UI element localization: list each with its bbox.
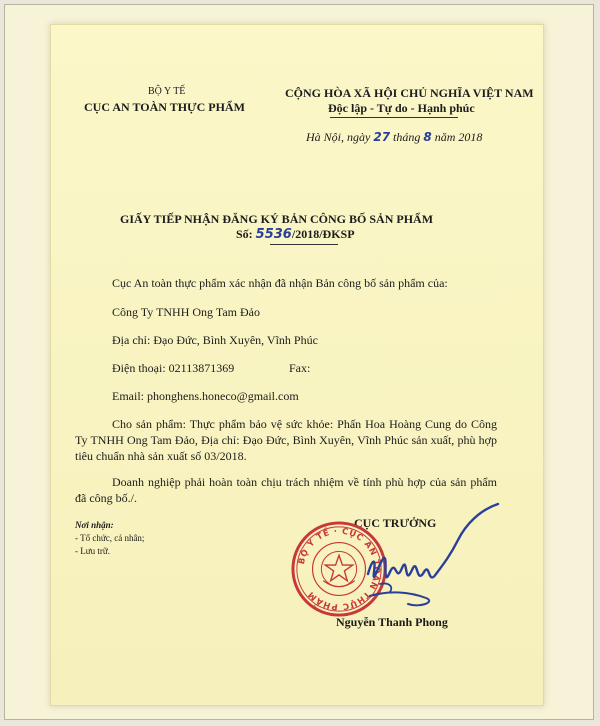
company-address: Địa chỉ: Đạo Đức, Bình Xuyên, Vĩnh Phúc: [112, 333, 318, 347]
document-number: [236, 227, 355, 242]
responsibility-paragraph: Doanh nghiệp phải hoàn toàn chịu trách nhiệm về tính phù hợp của sản phẩm đã công bố./.: [75, 475, 497, 505]
signer-name: Nguyễn Thanh Phong: [336, 615, 448, 629]
national-motto: Độc lập - Tự do - Hạnh phúc: [328, 101, 475, 115]
ministry-name: BỘ Y TẾ: [148, 86, 186, 97]
recipient-item: - Tổ chức, cá nhân;: [75, 533, 145, 543]
motto-underline: [330, 117, 458, 118]
company-phone: Điện thoại: 02113871369: [112, 361, 235, 375]
handwritten-signature: [350, 500, 510, 620]
issue-date: [306, 130, 482, 145]
date-month: 8: [423, 130, 432, 144]
date-month-label: tháng: [393, 130, 421, 144]
number-suffix: /2018/ĐKSP: [291, 227, 355, 241]
company-fax: Fax:: [289, 361, 311, 375]
product-paragraph: Cho sản phẩm: Thực phẩm bảo vệ sức khỏe: Phấn Hoa Hoàng Cung do Công Ty TNHH Ong Tam Đảo, Địa chỉ: Đạo Đức, Bình Xuyên, Vĩnh Phúc sản xuất, phù hợp tiêu chuẩn nhà sản xuất số 03/2018.: [75, 417, 497, 463]
company-name: Công Ty TNHH Ong Tam Đảo: [112, 305, 260, 319]
number-value: 5536: [255, 227, 292, 242]
national-title: CỘNG HÒA XÃ HỘI CHỦ NGHĨA VIỆT NAM: [285, 86, 534, 100]
document-title: GIẤY TIẾP NHẬN ĐĂNG KÝ BẢN CÔNG BỐ SẢN PHẨM: [120, 212, 434, 226]
company-email: Email: phonghens.honeco@gmail.com: [112, 389, 299, 403]
intro-text: Cục An toàn thực phẩm xác nhận đã nhận Bản công bố sản phẩm của:: [112, 276, 448, 290]
department-name: CỤC AN TOÀN THỰC PHẨM: [84, 100, 245, 114]
seal-ring-text: BỘ Y TẾ · CỤC AN TOÀN THỰC PHẨM: [296, 525, 383, 613]
date-prefix: Hà Nội, ngày: [306, 130, 371, 144]
recipients-title: Nơi nhận:: [75, 520, 114, 530]
title-underline: [270, 244, 338, 245]
date-day: 27: [373, 130, 391, 144]
date-year: năm 2018: [434, 130, 483, 144]
number-label: Số:: [236, 227, 253, 241]
recipient-item: - Lưu trữ.: [75, 546, 110, 556]
signer-title: CỤC TRƯỞNG: [354, 516, 437, 530]
